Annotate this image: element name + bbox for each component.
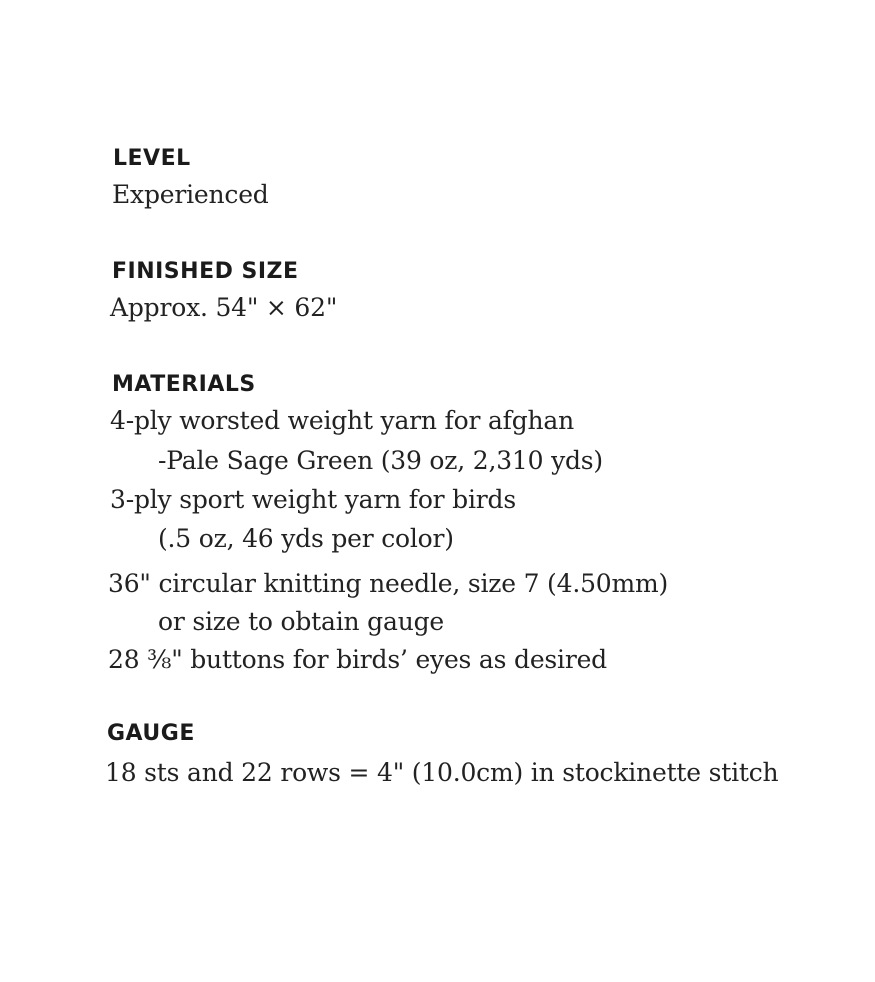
finished-size-value: Approx. 54" × 62"	[110, 293, 338, 322]
gauge-heading: GAUGE	[107, 721, 195, 746]
gauge-value: 18 sts and 22 rows = 4" (10.0cm) in stockinette stitch	[105, 758, 779, 787]
materials-line: 4-ply worsted weight yarn for afghan	[110, 406, 575, 435]
finished-size-heading: FINISHED SIZE	[112, 259, 299, 284]
materials-line: 3-ply sport weight yarn for birds	[110, 485, 516, 514]
materials-line: or size to obtain gauge	[158, 607, 444, 636]
materials-line: -Pale Sage Green (39 oz, 2,310 yds)	[158, 446, 603, 475]
materials-heading: MATERIALS	[112, 372, 256, 397]
materials-line: 28 ⅜" buttons for birds’ eyes as desired	[108, 645, 607, 674]
materials-line: (.5 oz, 46 yds per color)	[158, 524, 454, 553]
materials-line: 36" circular knitting needle, size 7 (4.50mm)	[108, 569, 669, 598]
level-heading: LEVEL	[113, 146, 191, 171]
level-value: Experienced	[112, 180, 269, 209]
